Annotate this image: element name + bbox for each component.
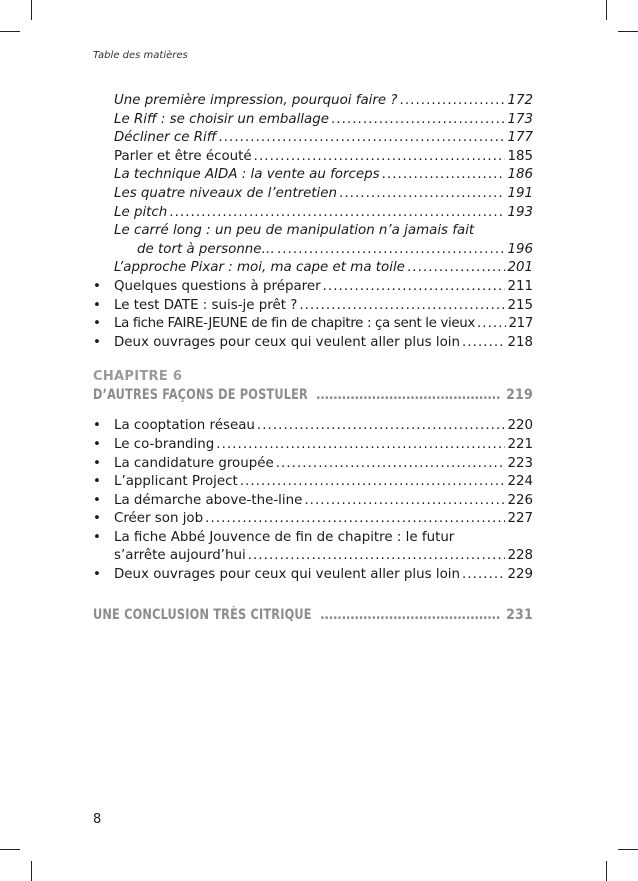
toc-entry-page: 185	[507, 148, 533, 164]
running-head: Table des matières	[93, 50, 188, 61]
bullet-icon: •	[93, 297, 101, 313]
conclusion-page: 231	[506, 606, 533, 623]
toc-entry[interactable]	[93, 510, 533, 529]
toc-entry[interactable]	[93, 436, 533, 455]
conclusion-title-text: UNE CONCLUSION TRÈS CITRIQUE	[93, 606, 312, 623]
crop-mark	[31, 861, 32, 881]
bullet-icon: •	[93, 278, 101, 294]
chapter-title[interactable]	[93, 385, 533, 405]
toc-entry-page: 221	[507, 436, 533, 452]
page-number: 8	[93, 812, 102, 827]
chapter-label: CHAPITRE 6	[93, 369, 183, 385]
toc-entry-page: 215	[507, 297, 533, 313]
bullet-icon: •	[93, 455, 101, 471]
bullet-icon: •	[93, 511, 101, 527]
toc-entry[interactable]	[93, 204, 533, 223]
toc-entry-title: L’applicant Project	[114, 474, 238, 490]
chapter-title-text: D’AUTRES FAÇONS DE POSTULER	[93, 387, 308, 404]
toc-entry[interactable]	[93, 334, 533, 353]
toc-entry-title: Le carré long : un peu de manipulation n’a jamais fait	[114, 223, 475, 239]
toc-entry[interactable]	[93, 455, 533, 474]
crop-mark	[606, 861, 607, 881]
toc-entry-page: 227	[507, 511, 533, 527]
toc-entry-page: 224	[507, 474, 533, 490]
bullet-icon: •	[93, 529, 101, 545]
crop-mark	[606, 0, 607, 20]
toc-entry-title: Le co-branding	[114, 436, 215, 452]
toc-entry-page: 211	[507, 278, 533, 294]
toc-entry-page: 229	[507, 567, 533, 583]
crop-mark	[31, 0, 32, 20]
toc-entry[interactable]	[93, 222, 533, 241]
toc-entry-title: La démarche above-the-line	[114, 492, 303, 508]
crop-mark	[0, 31, 20, 32]
conclusion-title[interactable]	[93, 605, 533, 625]
chapter-page: 219	[506, 387, 533, 404]
toc-entry-page: 223	[507, 455, 533, 471]
toc-entry-title: Décliner ce Riff	[114, 130, 217, 146]
toc-entry[interactable]	[93, 278, 533, 297]
toc-entry-title: La technique AIDA : la vente au forceps	[114, 167, 380, 183]
toc-entry[interactable]	[93, 315, 533, 334]
toc-entry-page: 172	[507, 93, 533, 108]
bullet-icon: •	[93, 436, 101, 452]
toc-entry-page: 217	[508, 316, 533, 332]
toc-entry-page: 191	[507, 185, 533, 201]
toc-entry-title: Créer son job	[114, 511, 204, 527]
toc-entry[interactable]	[93, 129, 533, 148]
toc-entry-title: La cooptation réseau	[114, 418, 255, 434]
toc-entry-title: L’approche Pixar : moi, ma cape et ma toile	[114, 260, 405, 276]
toc-entry[interactable]	[93, 259, 533, 278]
bullet-icon: •	[93, 474, 101, 490]
bullet-icon: •	[93, 567, 101, 583]
toc-entry-title: Quelques questions à préparer	[114, 278, 321, 294]
toc-entry[interactable]	[93, 417, 533, 436]
toc-entry-title: s’arrête aujourd’hui	[114, 548, 246, 564]
bullet-icon: •	[93, 492, 101, 508]
toc-entry[interactable]	[93, 492, 533, 511]
toc-entry-continuation[interactable]	[93, 241, 533, 260]
crop-mark	[0, 849, 20, 850]
bullet-icon: •	[93, 316, 101, 332]
toc-entry-title: Deux ouvrages pour ceux qui veulent aller plus loin	[114, 334, 460, 350]
toc-entry-title: Le Riff : se choisir un emballage	[114, 111, 329, 127]
table-of-contents	[93, 92, 533, 625]
toc-entry-title: La fiche Abbé Jouvence de fin de chapitre : le futur	[114, 529, 455, 545]
toc-entry[interactable]	[93, 529, 533, 548]
toc-entry-continuation[interactable]	[93, 547, 533, 566]
toc-entry-title: Le pitch	[114, 204, 168, 220]
toc-entry-page: 173	[507, 111, 533, 127]
toc-entry-title: Une première impression, pourquoi faire ?	[114, 93, 398, 108]
toc-entry-title: Le test DATE : suis-je prêt ?	[114, 297, 298, 313]
toc-entry[interactable]	[93, 148, 533, 167]
toc-entry-title: La fiche FAIRE-JEUNE de fin de chapitre : ça sent le vieux	[114, 316, 475, 332]
toc-entry-page: 220	[507, 418, 533, 434]
toc-entry[interactable]	[93, 185, 533, 204]
toc-entry-page: 226	[507, 492, 533, 508]
toc-entry-title: La candidature groupée	[114, 455, 274, 471]
bullet-icon: •	[93, 418, 101, 434]
toc-entry-page: 177	[507, 130, 533, 146]
toc-entry-page: 228	[507, 548, 533, 564]
toc-entry-page: 201	[507, 260, 533, 276]
toc-entry-title: Les quatre niveaux de l’entretien	[114, 185, 338, 201]
toc-entry-title: de tort à personne…	[137, 241, 275, 257]
toc-entry[interactable]	[93, 92, 533, 111]
toc-entry[interactable]	[93, 297, 533, 316]
bullet-icon: •	[93, 334, 101, 350]
toc-entry[interactable]	[93, 111, 533, 130]
crop-mark	[618, 849, 638, 850]
toc-entry-page: 196	[507, 241, 533, 257]
toc-entry-title: Parler et être écouté	[114, 148, 252, 164]
toc-entry[interactable]	[93, 166, 533, 185]
toc-entry-title: Deux ouvrages pour ceux qui veulent aller plus loin	[114, 567, 460, 583]
toc-entry-page: 193	[507, 204, 533, 220]
crop-mark	[618, 31, 638, 32]
toc-entry-page: 186	[507, 167, 533, 183]
toc-entry-page: 218	[507, 334, 533, 350]
toc-entry[interactable]	[93, 566, 533, 585]
toc-entry[interactable]	[93, 473, 533, 492]
